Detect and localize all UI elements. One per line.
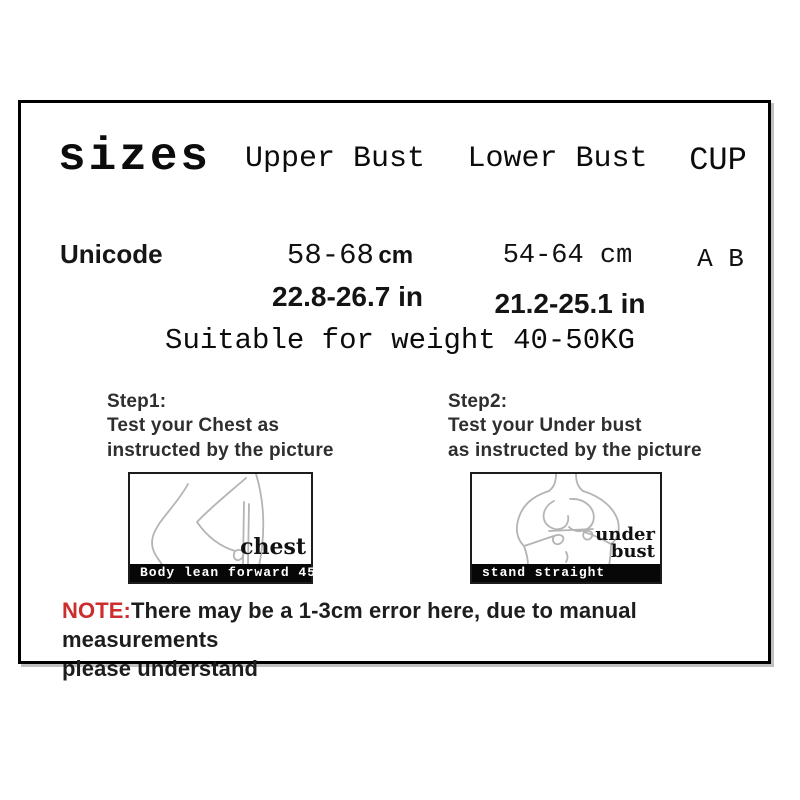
cup-values-cell: A B <box>697 244 744 274</box>
size-row-label: Unicode <box>60 239 163 269</box>
table-title-sizes: sizes <box>58 131 212 183</box>
note-line1 <box>62 596 752 654</box>
upper-bust-in-cell: 22.8-26.7 in <box>272 281 423 312</box>
under-bust-label-line2: bust <box>610 541 655 562</box>
chest-figure-caption: Body lean forward 45° <box>130 564 311 582</box>
step2-instructions <box>448 390 702 463</box>
step2-title: Step2: <box>448 391 508 412</box>
note-line2: please understand <box>62 656 259 681</box>
underbust-figure-caption: stand straight <box>472 564 660 582</box>
chest-measure-figure <box>128 472 325 584</box>
note-line1-text: There may be a 1-3cm error here, due to manual measurements <box>62 598 637 652</box>
column-header-upper-bust: Upper Bust <box>244 142 426 176</box>
lower-bust-in-cell: 21.2-25.1 in <box>494 288 646 319</box>
step1-title: Step1: <box>107 391 167 412</box>
step2-line2: as instructed by the picture <box>448 440 702 461</box>
underbust-measure-figure <box>470 472 662 584</box>
chest-label: chest <box>240 534 306 560</box>
step1-line1: Test your Chest as <box>107 414 280 436</box>
under-bust-label-line1: under <box>595 524 655 545</box>
weight-suitability-text: Suitable for weight 40-50KG <box>165 324 635 357</box>
lower-bust-cm-cell: 54-64 cm <box>502 241 633 271</box>
upper-bust-cm-value: 58-68 <box>286 239 374 272</box>
measurement-note <box>62 596 752 683</box>
column-header-lower-bust: Lower Bust <box>467 142 648 176</box>
step2-line1: Test your Under bust <box>448 414 642 436</box>
note-prefix: NOTE: <box>62 598 131 623</box>
upper-bust-cm-cell <box>245 239 455 272</box>
under-bust-label <box>595 526 655 560</box>
step1-line2: instructed by the picture <box>107 440 334 461</box>
upper-bust-cm-unit: cm <box>378 242 414 269</box>
step1-instructions <box>107 390 334 463</box>
column-header-cup: CUP <box>689 142 747 179</box>
